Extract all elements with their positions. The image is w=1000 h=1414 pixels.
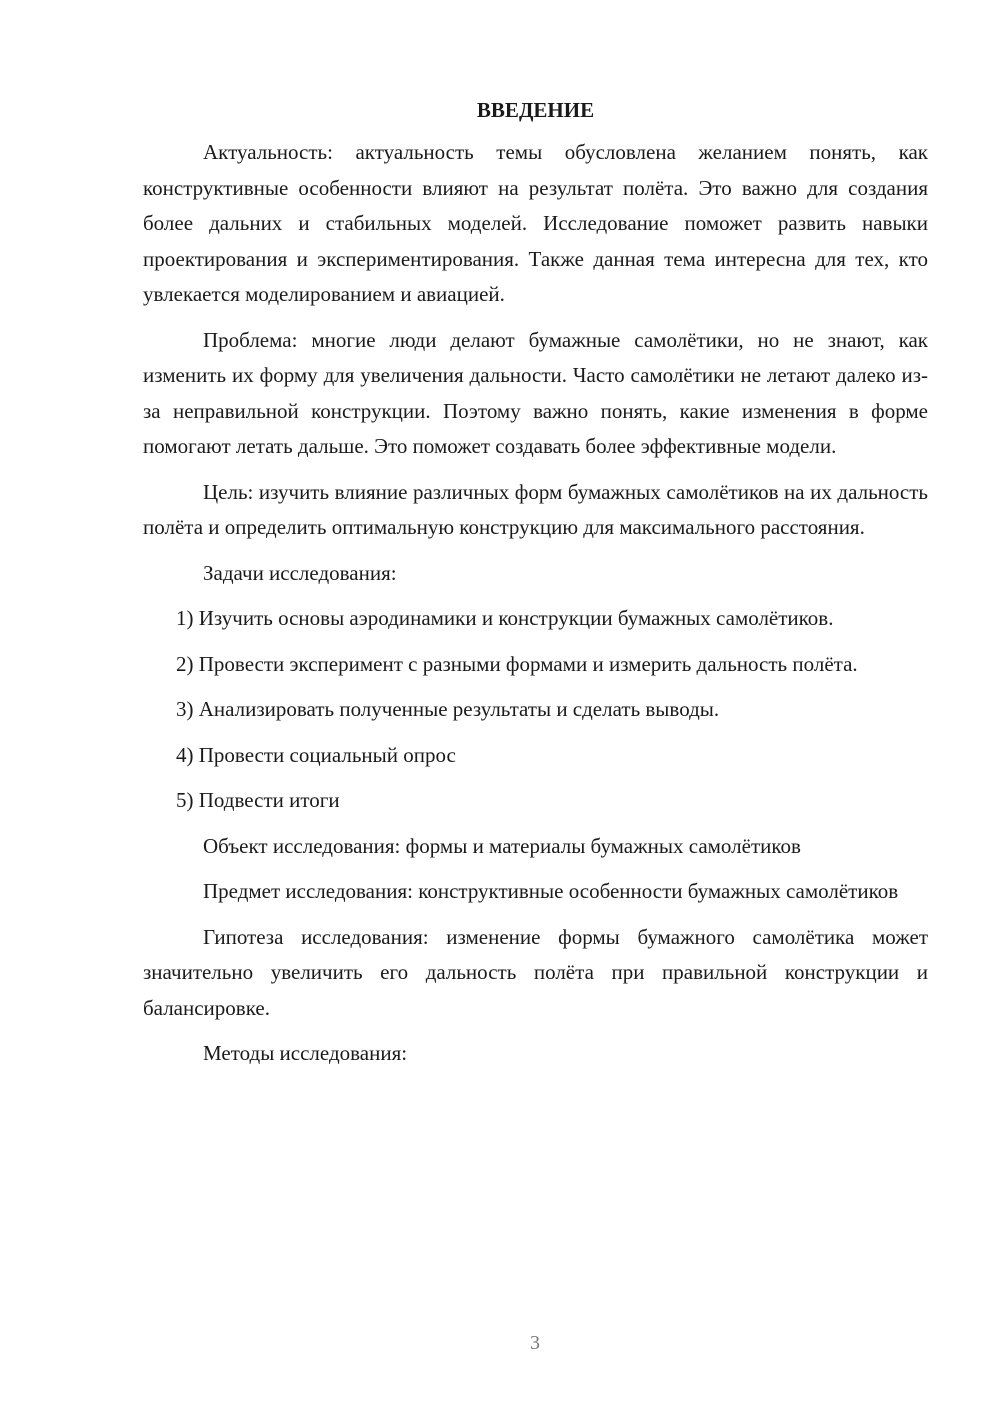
methods-heading: Методы исследования: [203,1041,408,1065]
page-content [143,93,928,1082]
page-title: ВВЕДЕНИЕ [476,98,595,122]
task-item-2: 2) Провести эксперимент с разными формами и измерить дальность полёта. [176,651,858,676]
task-item-4: 4) Провести социальный опрос [176,742,456,767]
object-paragraph: Объект исследования: формы и материалы бумажных самолётиков [203,833,801,858]
goal-paragraph: Цель: изучить влияние различных форм бумажных самолётиков на их дальность полёта и определить оптимальную конструкцию для максимального расстояния. [143,479,928,539]
subject-paragraph: Предмет исследования: конструктивные особенности бумажных самолётиков [203,879,899,903]
task-item-3: 3) Анализировать полученные результаты и сделать выводы. [176,697,720,721]
task-item-1: 1) Изучить основы аэродинамики и конструкции бумажных самолётиков. [176,606,834,630]
problem-paragraph: Проблема: многие люди делают бумажные самолётики, но не знают, как изменить их форму для увеличения дальности. Часто самолётики не летают далеко из-за неправильной конструкции. Поэтому важно понять, какие изменения в форме помогают летать дальше. Это поможет создавать более эффективные модели. [143,327,928,458]
task-item-5: 5) Подвести итоги [176,788,340,812]
hypothesis-paragraph: Гипотеза исследования: изменение формы бумажного самолётика может значительно увеличить его дальность полёта при правильной конструкции и балансировке. [143,924,928,1020]
page-number: 3 [530,1332,540,1354]
tasks-heading: Задачи исследования: [203,560,397,585]
relevance-paragraph: Актуальность: актуальность темы обусловлена желанием понять, как конструктивные особенности влияют на результат полёта. Это важно для создания более дальних и стабильных моделей. Исследование поможет развить навыки проектирования и экспериментирования. Также данная тема интересна для тех, кто увлекается моделированием и авиацией. [143,140,928,306]
